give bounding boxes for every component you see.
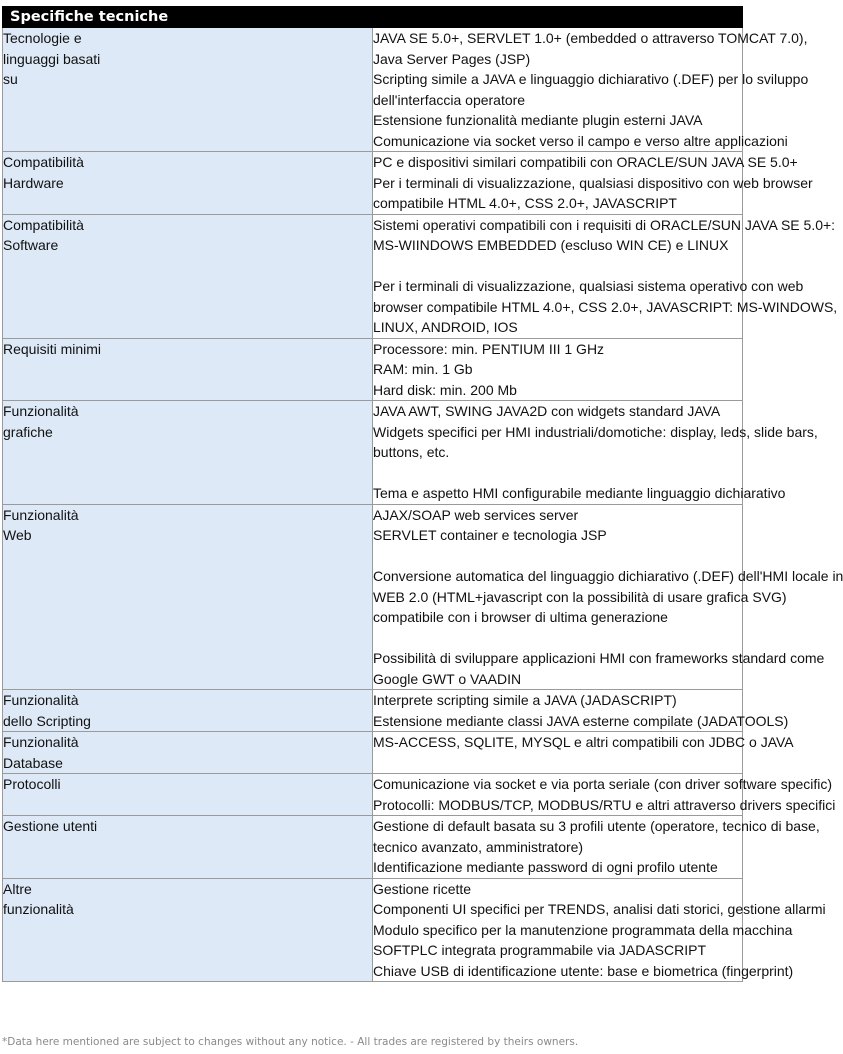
spec-row: [3, 690, 743, 732]
spec-row: [3, 152, 743, 215]
spec-row-label: [3, 338, 373, 401]
spec-label-line: funzionalità: [3, 901, 74, 917]
spec-row-value: [373, 338, 743, 401]
spec-row-value: [373, 816, 820, 879]
spec-label-line: Altre: [3, 880, 32, 897]
spec-label-line: Tecnologie e: [3, 30, 82, 46]
spec-row: [3, 401, 743, 505]
spec-value-line: Per i terminali di visualizzazione, qualsiasi sistema operativo con web: [373, 278, 804, 294]
spec-label-line: Gestione utenti: [3, 818, 98, 834]
spec-label-line: Protocolli: [3, 776, 61, 792]
spec-value-line: Gestione ricette: [373, 880, 472, 897]
spec-value-line: Per i terminali di visualizzazione, qualsiasi dispositivo con web browser: [373, 174, 813, 191]
spec-row: [3, 816, 743, 879]
spec-blank-line: [373, 463, 742, 484]
spec-value-line: browser compatibile HTML 4.0+, CSS 2.0+, JAVASCRIPT: MS-WINDOWS,: [373, 298, 838, 315]
spec-value-line: Protocolli: MODBUS/TCP, MODBUS/RTU e altri attraverso drivers specifici: [373, 796, 836, 813]
spec-row-label: [3, 774, 373, 816]
spec-row: [3, 338, 743, 401]
spec-value-line: Interprete scripting simile a JAVA (JADASCRIPT): [373, 692, 677, 708]
spec-value-line: buttons, etc.: [373, 444, 450, 460]
spec-row-value: [373, 504, 843, 690]
spec-row-value: [373, 401, 818, 505]
spec-label-line: Funzionalità: [3, 506, 79, 523]
spec-table-title: Specifiche tecniche: [3, 7, 743, 28]
spec-value-line: JAVA SE 5.0+, SERVLET 1.0+ (embedded o attraverso TOMCAT 7.0),: [373, 30, 808, 46]
spec-label-line: Software: [3, 237, 59, 253]
spec-row-label: [3, 152, 373, 215]
spec-sheet: [2, 6, 843, 982]
spec-label-line: Requisiti minimi: [3, 340, 102, 357]
spec-value-line: Tema e aspetto HMI configurabile mediante linguaggio dichiarativo: [373, 485, 786, 501]
spec-value-line: AJAX/SOAP web services server: [373, 506, 579, 523]
spec-value-line: Gestione di default basata su 3 profili utente (operatore, tecnico di base,: [373, 818, 820, 834]
spec-value-line: RAM: min. 1 Gb: [373, 361, 473, 377]
spec-row-label: [3, 504, 373, 690]
spec-label-line: Web: [3, 527, 32, 543]
spec-row: [3, 214, 743, 338]
spec-value-line: SOFTPLC integrata programmabile via JADASCRIPT: [373, 942, 706, 958]
spec-row: [3, 732, 743, 774]
spec-value-line: Chiave USB di identificazione utente: base e biometrica (fingerprint): [373, 962, 794, 979]
spec-label-line: linguaggi basati: [3, 50, 101, 67]
spec-row-value: [373, 152, 813, 215]
spec-label-line: Database: [3, 754, 63, 771]
spec-table: [2, 6, 843, 982]
spec-value-line: Java Server Pages (JSP): [373, 50, 531, 67]
spec-value-line: Estensione mediante classi JAVA esterne compilate (JADATOOLS): [373, 712, 789, 729]
spec-label-line: Compatibilità: [3, 154, 84, 170]
spec-value-line: JAVA AWT, SWING JAVA2D con widgets standard JAVA: [373, 403, 721, 419]
spec-row: [3, 878, 743, 982]
spec-value-line: Possibilità di sviluppare applicazioni HMI con frameworks standard come: [373, 650, 825, 666]
spec-table-header-row: [3, 7, 743, 28]
spec-label-line: su: [3, 71, 18, 87]
spec-value-line: Estensione funzionalità mediante plugin esterni JAVA: [373, 112, 703, 128]
footnote: *Data here mentioned are subject to changes without any notice. - All trades are registered by theirs owners.: [2, 1036, 579, 1048]
spec-label-line: grafiche: [3, 423, 53, 440]
spec-value-line: PC e dispositivi similari compatibili con ORACLE/SUN JAVA SE 5.0+: [373, 154, 798, 170]
spec-row-value: [373, 878, 826, 982]
spec-row-label: [3, 401, 373, 505]
spec-row-value: [373, 774, 836, 816]
spec-value-line: Processore: min. PENTIUM III 1 GHz: [373, 340, 605, 357]
spec-row-label: [3, 816, 373, 879]
spec-row-label: [3, 878, 373, 982]
spec-value-line: Modulo specifico per la manutenzione programmata della macchina: [373, 921, 793, 938]
spec-label-line: Hardware: [3, 174, 64, 191]
spec-value-line: WEB 2.0 (HTML+javascript con la possibilità di usare grafica SVG): [373, 588, 787, 605]
spec-value-line: Comunicazione via socket verso il campo e verso altre applicazioni: [373, 132, 788, 149]
spec-row-label: [3, 28, 373, 152]
spec-label-line: Funzionalità: [3, 692, 79, 708]
spec-value-line: Google GWT o VAADIN: [373, 670, 522, 687]
spec-label-line: Funzionalità: [3, 734, 79, 750]
spec-label-line: Compatibilità: [3, 216, 84, 233]
spec-value-line: tecnico avanzato, amministratore): [373, 838, 584, 855]
spec-value-line: dell'interfaccia operatore: [373, 91, 526, 108]
spec-value-line: Comunicazione via socket e via porta seriale (con driver software specific): [373, 776, 833, 792]
spec-value-line: Identificazione mediante password di ogni profilo utente: [373, 859, 718, 875]
spec-row-label: [3, 732, 373, 774]
spec-table-body: [3, 28, 843, 982]
spec-row: [3, 774, 743, 816]
spec-row-value: [373, 28, 809, 152]
spec-label-line: dello Scripting: [3, 712, 91, 729]
spec-blank-line: [373, 546, 742, 567]
spec-value-line: MS-WIINDOWS EMBEDDED (escluso WIN CE) e LINUX: [373, 237, 729, 253]
spec-value-line: Conversione automatica del linguaggio dichiarativo (.DEF) dell'HMI locale in: [373, 568, 843, 584]
spec-blank-line: [373, 628, 742, 649]
spec-value-line: Sistemi operativi compatibili con i requisiti di ORACLE/SUN JAVA SE 5.0+:: [373, 216, 836, 233]
spec-blank-line: [373, 256, 742, 277]
spec-row-value: [373, 732, 794, 774]
spec-value-line: compatibile con i browser di ultima generazione: [373, 609, 668, 625]
spec-label-line: Funzionalità: [3, 403, 79, 419]
spec-value-line: Scripting simile a JAVA e linguaggio dichiarativo (.DEF) per lo sviluppo: [373, 71, 809, 87]
spec-row: [3, 28, 743, 152]
spec-value-line: LINUX, ANDROID, IOS: [373, 319, 518, 335]
spec-row-label: [3, 690, 373, 732]
spec-row-label: [3, 214, 373, 338]
spec-value-line: compatibile HTML 4.0+, CSS 2.0+, JAVASCRIPT: [373, 195, 677, 211]
spec-row: [3, 504, 743, 690]
spec-value-line: Hard disk: min. 200 Mb: [373, 381, 517, 398]
spec-value-line: Widgets specifici per HMI industriali/domotiche: display, leds, slide bars,: [373, 423, 818, 440]
spec-value-line: Componenti UI specifici per TRENDS, analisi dati storici, gestione allarmi: [373, 901, 826, 917]
spec-value-line: MS-ACCESS, SQLITE, MYSQL e altri compatibili con JDBC o JAVA: [373, 734, 794, 750]
spec-value-line: SERVLET container e tecnologia JSP: [373, 527, 607, 543]
spec-row-value: [373, 214, 838, 338]
spec-row-value: [373, 690, 789, 732]
